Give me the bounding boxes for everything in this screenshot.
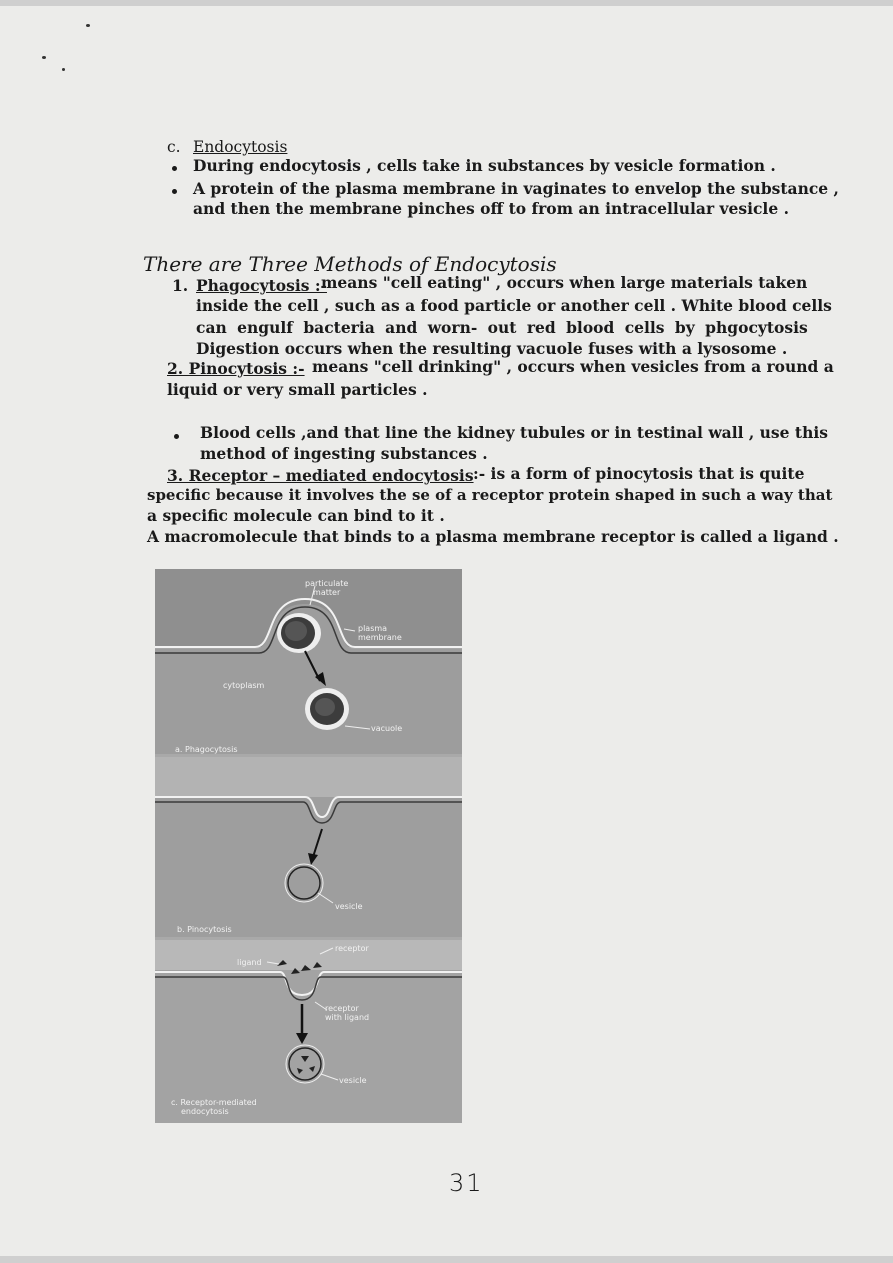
receptor-line-1: :- is a form of pinocytosis that is quite — [473, 464, 805, 483]
receptor-line-2: specific because it involves the se of a receptor protein shaped in such a way that — [147, 486, 833, 504]
methods-heading: There are Three Methods of Endocytosis — [143, 252, 557, 276]
figure-panel-phagocytosis — [155, 569, 462, 754]
bullet-dot — [172, 166, 177, 171]
label-vesicle-pino: vesicle — [335, 902, 363, 911]
label-receptor: receptor — [335, 944, 369, 953]
receptor-line-3: a specific molecule can bind to it . — [147, 506, 445, 525]
pino-line-2: liquid or very small particles . — [167, 380, 428, 399]
scan-speck — [62, 68, 65, 71]
blood-cells-line-2: method of ingesting substances . — [200, 444, 488, 463]
figure-panel-receptor-mediated — [155, 940, 462, 1123]
section-marker: c. — [167, 138, 181, 156]
caption-pinocytosis: b. Pinocytosis — [177, 925, 232, 934]
label-particulate-matter: particulate matter — [305, 579, 349, 597]
section-title: Endocytosis — [193, 138, 288, 156]
endocytosis-bullet-1: During endocytosis , cells take in substances by vesicle formation . — [193, 156, 776, 175]
page-number: 31 — [449, 1169, 484, 1197]
pino-line-1: means "cell drinking" , occurs when vesicles from a round a — [312, 357, 834, 376]
endocytosis-bullet-2-line-1: A protein of the plasma membrane in vaginates to envelop the substance , — [193, 179, 839, 198]
pinocytosis-diagram — [155, 757, 462, 937]
figure-panel-pinocytosis — [155, 757, 462, 937]
label-cytoplasm: cytoplasm — [223, 681, 265, 690]
bullet-dot — [172, 189, 177, 194]
label-ligand: ligand — [237, 958, 262, 967]
bullet-dot — [174, 434, 179, 439]
caption-phagocytosis: a. Phagocytosis — [175, 745, 238, 754]
receptor-line-4: A macromolecule that binds to a plasma membrane receptor is called a ligand . — [147, 527, 839, 546]
phago-term: Phagocytosis :- — [196, 276, 327, 295]
receptor-term: 3. Receptor – mediated endocytosis — [167, 466, 474, 485]
document-page — [0, 6, 893, 1256]
phago-line-2: inside the cell , such as a food particle or another cell . White blood cells — [196, 296, 832, 315]
blood-cells-line-1: Blood cells ,and that line the kidney tubules or in testinal wall , use this — [200, 423, 828, 442]
phago-line-1: means "cell eating" , occurs when large materials taken — [321, 273, 808, 292]
pino-term: 2. Pinocytosis :- — [167, 359, 305, 378]
caption-receptor-mediated: c. Receptor-mediated endocytosis — [171, 1098, 257, 1116]
endocytosis-bullet-2-line-2: and then the membrane pinches off to from an intracellular vesicle . — [193, 199, 789, 218]
phago-line-3: can engulf bacteria and worn- out red blood cells by phgocytosis — [196, 318, 808, 337]
label-receptor-with-ligand: receptor with ligand — [325, 1004, 370, 1022]
phago-line-4: Digestion occurs when the resulting vacuole fuses with a lysosome . — [196, 339, 788, 358]
receptor-mediated-diagram — [155, 940, 462, 1123]
scan-speck — [86, 24, 90, 27]
endocytosis-figure — [155, 569, 462, 1123]
scan-speck — [42, 56, 46, 59]
label-plasma-membrane: plasma membrane — [358, 624, 402, 642]
label-vesicle-receptor: vesicle — [339, 1076, 367, 1085]
phago-number: 1. — [172, 276, 189, 295]
label-vacuole: vacuole — [371, 724, 403, 733]
